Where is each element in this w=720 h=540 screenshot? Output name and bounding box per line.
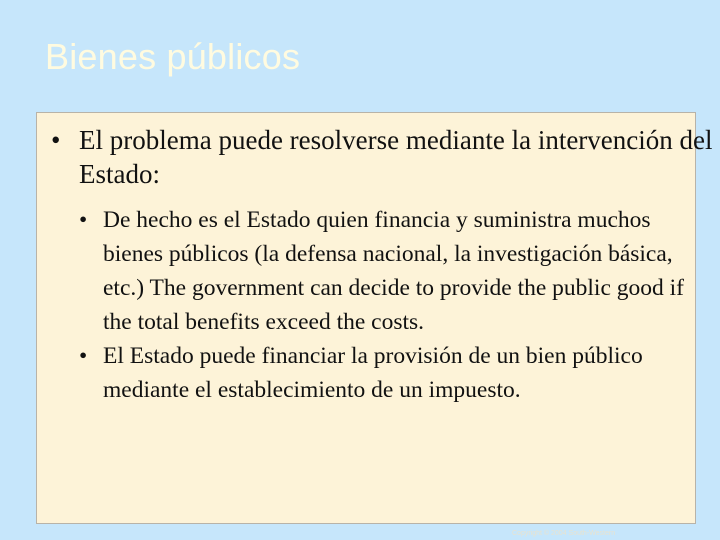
sub-bullet-text: De hecho es el Estado quien financia y suministra muchos bienes públicos (la defensa nacional, la investigación básica, etc.) The government can decide to provide the public good if the total benefits exceed the costs. xyxy=(103,207,684,335)
sub-bullet-list xyxy=(79,203,691,407)
sub-bullet-item xyxy=(79,339,691,407)
slide-title: Bienes públicos xyxy=(45,36,301,77)
bullet-marker: • xyxy=(51,125,61,155)
content-panel xyxy=(36,112,713,524)
main-bullet xyxy=(47,123,719,191)
bullet-marker: • xyxy=(79,343,88,369)
main-bullet-text: El problema puede resolverse mediante la intervención del Estado: xyxy=(79,125,713,189)
bullet-marker: • xyxy=(79,207,88,233)
sub-bullet-item xyxy=(79,203,691,339)
copyright-notice: Copyright © 2004 South-Western xyxy=(512,530,616,537)
sub-bullet-text: El Estado puede financiar la provisión de un bien público mediante el establecimiento de un impuesto. xyxy=(103,343,643,403)
